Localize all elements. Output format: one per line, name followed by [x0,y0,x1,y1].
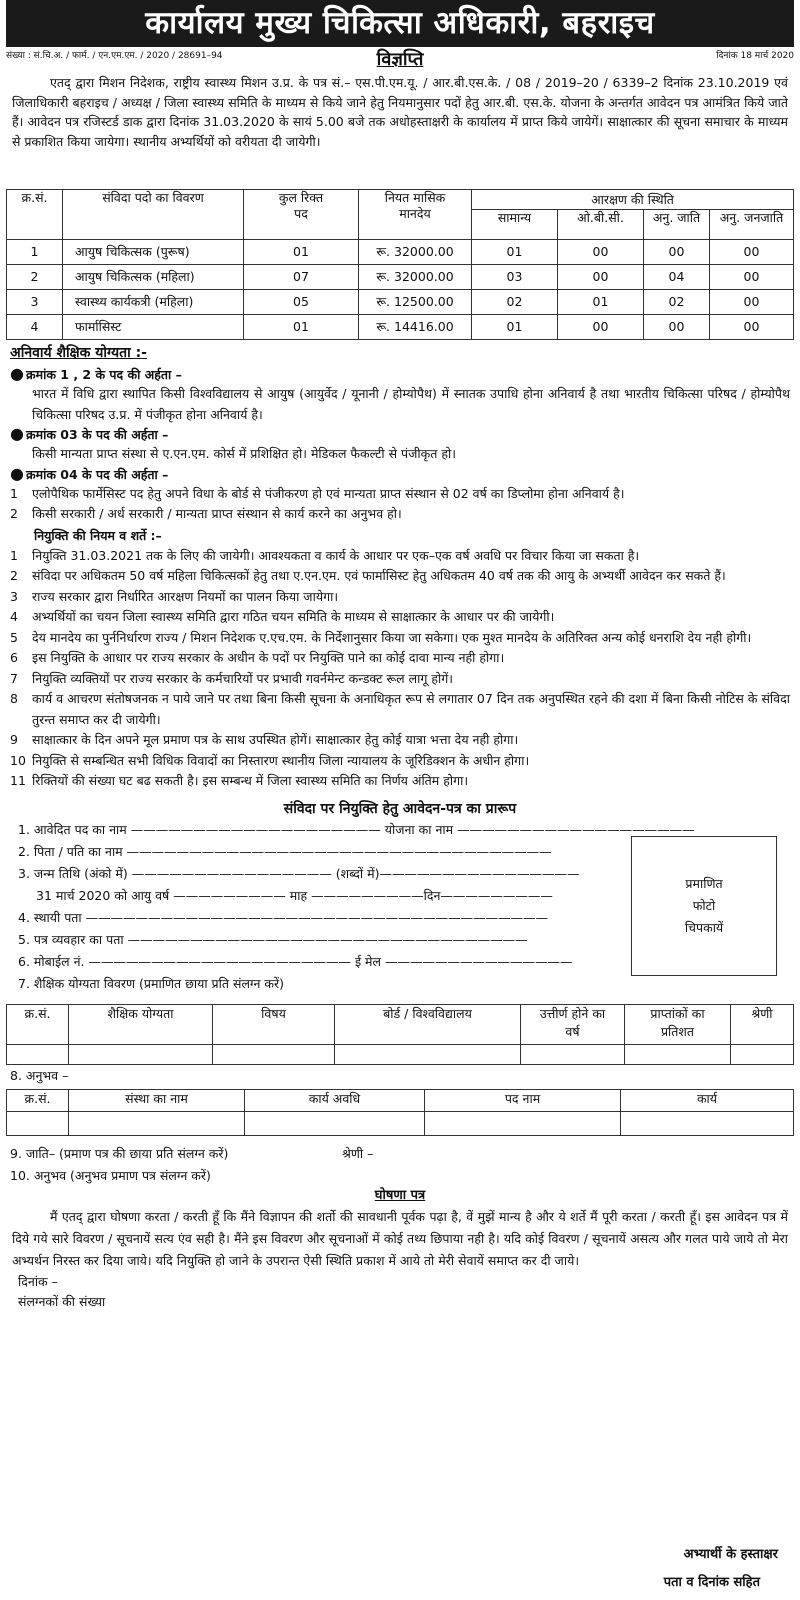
edu-col: श्रेणी [731,1004,794,1044]
intro-paragraph: एतद् द्वारा मिशन निदेशक, राष्ट्रीय स्वास्थ्य मिशन उ.प्र. के पत्र सं.– एस.पी.एम.यू. / आर.बी.एस.के. / 08 / 2019–20 / 6339–2 दिनांक 23.10.2019 एवं जिलाधिकारी बहराइच / अध्यक्ष / जिला स्वास्थ्य समिति के माध्यम से किये जाने हेतु नियमानुसार पदों हेतु आर.बी. एस.के. योजना के अन्तर्गत आवेदन पत्र आमंत्रित किये जाते हैं। आवेदन पत्र रजिस्टर्ड डाक द्वारा दिनांक 31.03.2020 के सायं 5.00 बजे तक अधोहस्ताक्षरी के कार्यालय में प्राप्त किये जायेगें। साक्षात्कार की सूचना समाचार के माध्यम से प्रकाशित किया जायेगा। स्थानीय अभ्यर्थियों को वरीयता दी जायेगी। [12,75,788,149]
cell-st: 00 [710,315,794,340]
declaration-date: दिनांक – [18,1273,58,1289]
edu-col: प्राप्तांकों का प्रतिशत [625,1004,731,1044]
list-item: 3 राज्य सरकार द्वारा निर्धारित आरक्षण नियमों का पालन किया जायेगा। [10,588,339,604]
col-sno: क्र.सं. [7,190,63,240]
bullet-heading [10,465,790,484]
col-vacancies: कुल रिक्त पद [244,190,359,240]
cell-obc: 00 [558,240,644,265]
cell-sc: 00 [644,315,710,340]
table-row [7,290,794,315]
list-item: 9 साक्षात्कार के दिन अपने मूल प्रमाण पत्र के साथ उपस्थित होगें। साक्षात्कार हेतु कोई यात्रा भत्ता देय नही होगा। [10,732,519,747]
field-post-name: 1. आवेदित पद का नाम ———————————————————— योजना का नाम ——————————————————— [18,821,695,837]
list-item: 11 रिक्तियों की संख्या घट बढ सकती है। इस सम्बन्ध में जिला स्वास्थ्य समिति का निर्णय अंतिम होगा। [10,773,469,788]
cell-pay: रू. 12500.00 [359,290,472,315]
col-reservation: आरक्षण की स्थिति [472,190,794,210]
cell-sno: 4 [7,315,63,340]
exp-col: संस्था का नाम [69,1089,245,1111]
cell-sno: 3 [7,290,63,315]
bullet-body: किसी मान्यता प्राप्त संस्था से ए.एन.एम. कोर्स में प्रशिक्षित हो। मेडिकल फैकल्टी से पंजीकृत हो। [32,446,456,461]
photo-box [631,836,777,976]
cell-pay: रू. 14416.00 [359,315,472,340]
reference-number: संख्या : सं.चि.अ. / फार्म. / एन.एम.एम. / 2020 / 28691–94 [6,51,223,61]
cell-vacancies: 01 [244,315,359,340]
cell-sno: 1 [7,240,63,265]
application-form-fields [6,820,794,1004]
photo-label: फोटो [692,897,716,913]
field-experience-proof: 10. अनुभव (अनुभव प्रमाण पत्र संलग्न करें) [10,1167,211,1183]
table-row [7,315,794,340]
cell-obc: 01 [558,290,644,315]
cell-sc: 00 [644,240,710,265]
list-item: 10 नियुक्ति से सम्बन्धित सभी विधिक विवादों का निस्तारण स्थानीय जिला न्यायालय के जूरिडिक्शन के अधीन होगा। [10,752,530,768]
cell-pay: रू. 32000.00 [359,265,472,290]
table-row [7,1044,794,1064]
notice-date: दिनांक 18 मार्च 2020 [716,51,794,61]
list-item: 8 कार्य व आचरण संतोषजनक न पाये जाने पर तथा बिना किसी सूचना के अनाधिकृत रूप से लगातार 07 दिन तक अनुपस्थित रहने की दशा में बिना किसी नोटिस के संविदा तुरन्त समाप्त कर दी जायेगी। [10,691,790,727]
cell-sno: 2 [7,265,63,290]
cell-general: 03 [472,265,558,290]
education-table [6,1004,794,1065]
rules-heading: नियुक्ति की नियम व शर्ते :– [34,527,162,543]
exp-col: कार्य अवधि [245,1089,425,1111]
bullet-icon: ● [10,364,24,383]
cell-general: 02 [472,290,558,315]
posts-table [6,189,794,340]
exp-col: कार्य [621,1089,794,1111]
applicant-signature: अभ्यार्थी के हस्ताक्षर [683,1547,778,1562]
table-row [7,1111,794,1135]
cell-st: 00 [710,265,794,290]
bullet-body: भारत में विधि द्वारा स्थापित किसी विश्वविद्यालय से आयुष (आयुर्वेद / यूनानी / होम्योपैथ) में स्नातक उपाधि होना अनिवार्य है तथा भारतीय चिकित्सा परिषद / होम्योपैथ चिकित्सा परिषद उ.प्र. में पंजीकृत होना अनिवार्य है। [32,386,790,422]
col-general: सामान्य [472,210,558,240]
list-item: 2 किसी सरकारी / अर्ध सरकारी / मान्यता प्राप्त संस्थान से कार्य करने का अनुभव हो। [10,506,402,521]
col-sc: अनु. जाति [644,210,710,240]
col-obc: ओ.बी.सी. [558,210,644,240]
bullet-icon: ● [10,424,24,443]
list-item: 6 इस नियुक्ति के आधार पर राज्य सरकार के अधीन के पदों पर नियुक्ति पाने का कोई दावा मान्य नही होगा। [10,650,505,665]
bullet-heading-text: क्रमांक 04 के पद की अर्हता – [26,466,169,482]
enclosures-count: संलग्नकों की संख्या [18,1293,106,1309]
qualification-heading: अनिवार्य शैक्षिक योग्यता :- [10,345,147,361]
cell-st: 00 [710,290,794,315]
edu-col: उत्तीर्ण होने का वर्ष [521,1004,625,1044]
experience-table [6,1089,794,1136]
declaration-title: घोषणा पत्र [374,1187,426,1203]
list-item: 4 अभ्यर्थियों का चयन जिला स्वास्थ्य समिति द्वारा गठित चयन समिति के माध्यम से साक्षात्कार के आधार पर की जायेगी। [10,609,555,624]
list-item: 1 नियुक्ति 31.03.2021 तक के लिए की जायेगी। आवश्यकता व कार्य के आधार पर एक–एक वर्ष अवधि पर विचार किया जा सकता है। [10,547,640,563]
cell-obc: 00 [558,265,644,290]
field-father-name: 2. पिता / पति का नाम —————————————————————————————————— [18,843,552,859]
field-age: 31 मार्च 2020 को आयु वर्ष ————————— माह —————————दिन————————— [36,887,553,903]
list-item: 2 संविदा पर अधिकतम 50 वर्ष महिला चिकित्सकों हेतु तथा ए.एन.एम. एवं फार्मासिस्ट हेतु अधिकतम 40 वर्ष तक की आयु के अभ्यर्थी आवेदन कर सकते हैं। [10,568,726,583]
field-mobile: 6. मोबाईल नं. ————————————————————— ई मेल ——————————————— [18,953,573,969]
notice-title: विज्ञप्ति [376,49,424,70]
cell-sc: 04 [644,265,710,290]
col-st: अनु. जनजाति [710,210,794,240]
form-title: संविदा पर नियुक्ति हेतु आवेदन-पत्र का प्रारूप [283,800,517,817]
cell-sc: 02 [644,290,710,315]
list-item: 5 देय मानदेय का पुर्ननिर्धारण राज्य / मिशन निदेशक ए.एच.एम. के निर्देशानुसार किया जा सकेगा। एक मुश्त मानदेय के अतिरिक्त अन्य कोई धनराशि देय नही होगी। [10,629,752,645]
bullet-heading-text: क्रमांक 1 , 2 के पद की अर्हता – [26,367,182,382]
cell-vacancies: 01 [244,240,359,265]
bullet-heading [10,425,790,444]
cell-general: 01 [472,315,558,340]
photo-label: प्रमाणित [685,875,723,891]
edu-col: क्र.सं. [7,1004,69,1044]
field-permanent-address: 4. स्थायी पता ————————————————————————————————————— [18,909,549,925]
bullet-heading [10,365,790,384]
cell-vacancies: 05 [244,290,359,315]
table-row [7,240,794,265]
office-title-banner: कार्यालय मुख्य चिकित्सा अधिकारी, बहराइच [6,0,794,47]
cell-post: स्वास्थ्य कार्यकत्री (महिला) [63,290,244,315]
list-item: 1 एलोपैथिक फार्मेसिस्ट पद हेतु अपने विधा के बोर्ड से पंजीकरण हो एवं मान्यता प्राप्त संस्थान से 02 वर्ष का डिप्लोमा होना अनिवार्य है। [10,485,625,501]
table-row [7,265,794,290]
bullet-icon: ● [10,463,24,483]
bullet-heading-text: क्रमांक 03 के पद की अर्हता – [26,427,169,442]
exp-col: पद नाम [425,1089,621,1111]
col-details: संविदा पदो का विवरण [63,190,244,240]
experience-label: 8. अनुभव – [10,1067,69,1083]
cell-post: फार्मासिस्ट [63,315,244,340]
field-caste: 9. जाति– (प्रमाण पत्र की छाया प्रति संलग्न करें) श्रेणी – [10,1145,374,1161]
cell-st: 00 [710,240,794,265]
edu-col: विषय [213,1004,335,1044]
photo-label: चिपकायें [684,919,724,935]
field-education-label: 7. शैक्षिक योग्यता विवरण (प्रमाणित छाया प्रति संलग्न करें) [18,975,284,991]
cell-post: आयुष चिकित्सक (पुरूष) [63,240,244,265]
edu-col: बोर्ड / विश्वविद्यालय [335,1004,521,1044]
list-item: 7 नियुक्ति व्यक्तियों पर राज्य सरकार के कर्मचारियों पर प्रभावी गवर्नमेन्ट कन्डक्ट रूल लागू होगें। [10,670,454,686]
col-honorarium: नियत मासिक मानदेय [359,190,472,240]
cell-vacancies: 07 [244,265,359,290]
cell-pay: रू. 32000.00 [359,240,472,265]
cell-general: 01 [472,240,558,265]
cell-obc: 00 [558,315,644,340]
signature-address-date: पता व दिनांक सहित [663,1575,760,1590]
exp-col: क्र.सं. [7,1089,69,1111]
edu-col: शैक्षिक योग्यता [69,1004,213,1044]
cell-post: आयुष चिकित्सक (महिला) [63,265,244,290]
field-correspondence-address: 5. पत्र व्यवहार का पता ———————————————————————————————— [18,931,528,947]
qualification-section [6,343,794,792]
field-dob: 3. जन्म तिथि (अंको में) ———————————————— (शब्दों में)———————————————— [18,865,580,881]
declaration-text: मैं एतद् द्वारा घोषणा करता / करती हूँ कि मैंने विज्ञापन की शर्तो की सावधानी पूर्वक पढ़ा है, वें मुझें मान्य है और ये शर्ते मैं पूरी करता / करती हूँ। इस आवेदन पत्र में दिये गये सारे विवरण / सूचनायें सत्य एंव सही है। मैंने इस विवरण और सूचनाओं में कोई तथ्य छिपाया नही है। यदि कोई विवरण / सूचनायें असत्य और गलत पाये जाये तो मेरा अभ्यर्थन निरस्त कर दिया जाये। यदि नियुक्ति हो जाने के उपरान्त ऐसी स्थिति प्रकाश में आये तो मेरी सेवायें समाप्त कर दी जाये। [12,1208,788,1268]
